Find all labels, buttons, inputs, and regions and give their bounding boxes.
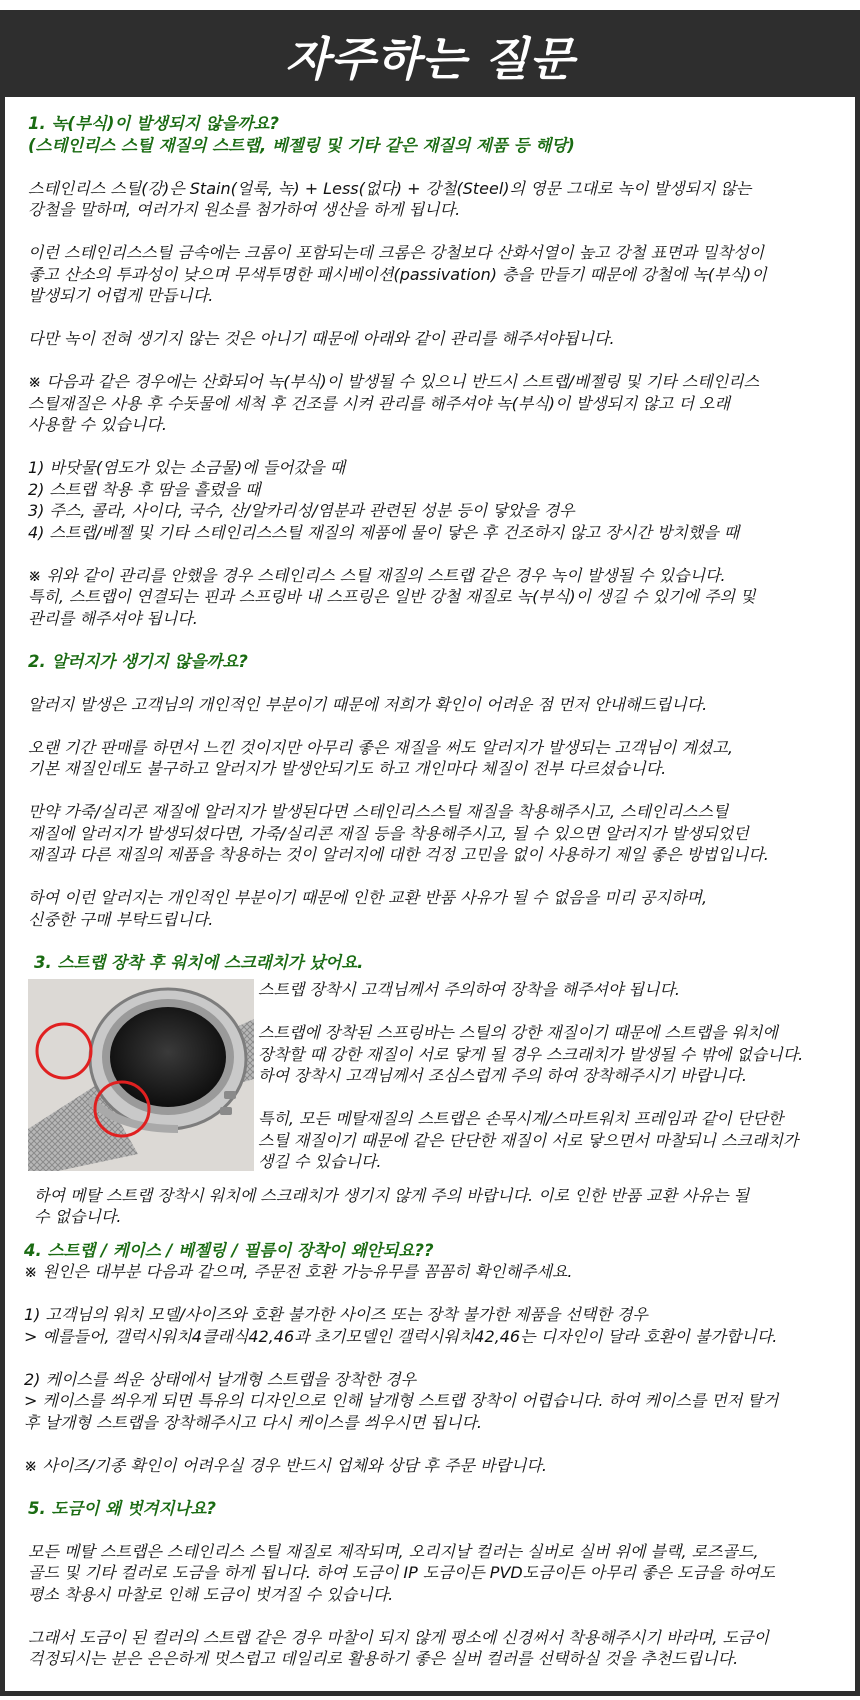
- q4-paragraph-3: 2) 케이스를 씌운 상태에서 날개형 스트랩을 장착한 경우 > 케이스를 씌우게 되면 특유의 디자인으로 인해 날개형 스트랩 장착이 어렵습니다. 하여 케이스를 먼저 탈거 후 날개형 스트랩을 장착해주시고 다시 케이스를 씌우시면 됩니다.: [24, 1369, 779, 1432]
- q4-paragraph-2: 1) 고객님의 워치 모델/사이즈와 호환 불가한 사이즈 또는 장착 불가한 제품을 선택한 경우 > 예를들어, 갤럭시워치4클래식42,46과 초기모델인 갤럭시워치42,46는 디자인이 달라 호환이 불가합니다.: [24, 1305, 778, 1346]
- q1-paragraph-1: 스테인리스 스틸(강)은 Stain(얼룩, 녹) + Less(없다) + 강철(Steel)의 영문 그대로 녹이 발생되지 않는 강철을 말하며, 여러가지 원소를 첨가하여 생산을 하게 됩니다.: [28, 178, 752, 219]
- q2-paragraph-2: 오랜 기간 판매를 하면서 느낀 것이지만 아무리 좋은 재질을 써도 알러지가 발생되는 고객님이 계셨고, 기본 재질인데도 불구하고 알러지가 발생안되기도 하고 개인마다 체질이 전부 다르셨습니다.: [28, 737, 733, 778]
- q1-paragraph-5: ※ 위와 같이 관리를 안했을 경우 스테인리스 스틸 재질의 스트랩 같은 경우 녹이 발생될 수 있습니다. 특히, 스트랩이 연결되는 핀과 스프링바 내 스프링은 일반 강철 재질로 녹(부식)이 생길 수 있기에 주의 및 관리를 해주셔야 됩니다.: [28, 565, 756, 628]
- page-title: 자주하는 질문: [285, 32, 575, 86]
- q1-paragraph-4: ※ 다음과 같은 경우에는 산화되어 녹(부식)이 발생될 수 있으니 반드시 스트랩/베젤링 및 기타 스테인리스 스틸재질은 사용 후 수돗물에 세척 후 건조를 시켜 관리를 해주셔야 녹(부식)이 발생되지 않고 더 오래 사용할 수 있습니다.: [28, 372, 760, 434]
- q5-paragraph-1: 모든 메탈 스트랩은 스테인리스 스틸 재질로 제작되며, 오리지날 컬러는 실버로 실버 위에 블랙, 로즈골드, 골드 및 기타 컬러로 도금을 하게 됩니다. 하여 도금이 IP 도금이든 PVD도금이든 아무리 좋은 도금을 하여도 평소 착용시 마찰로 인해 도금이 벗겨질 수 있습니다.: [28, 1541, 775, 1604]
- q2-paragraph-4: 하여 이런 알러지는 개인적인 부분이기 때문에 인한 교환 반품 사유가 될 수 없음을 미리 공지하며, 신중한 구매 부탁드립니다.: [28, 888, 708, 929]
- header-bar: [5, 15, 855, 97]
- q1-title-line1: 1. 녹(부식)이 발생되지 않을까요?: [28, 114, 279, 133]
- q3-paragraph-1: 스트랩 장착시 고객님께서 주의하여 장착을 해주셔야 됩니다.: [258, 980, 681, 999]
- q3-title: 3. 스트랩 장착 후 워치에 스크래치가 났어요.: [34, 952, 364, 972]
- q3-paragraph-4: 하여 메탈 스트랩 장착시 워치에 스크래치가 생기지 않게 주의 바랍니다. 이로 인한 반품 교환 사유는 될 수 없습니다.: [34, 1185, 750, 1226]
- q5-paragraph-2: 그래서 도금이 된 컬러의 스트랩 같은 경우 마찰이 되지 않게 평소에 신경써서 착용해주시기 바라며, 도금이 걱정되시는 분은 은은하게 멋스럽고 데일리로 활용하기 좋은 실버 컬러를 선택하실 것을 추천드립니다.: [28, 1627, 769, 1668]
- q2-paragraph-1: 알러지 발생은 고객님의 개인적인 부분이기 때문에 저희가 확인이 어려운 점 먼저 안내해드립니다.: [28, 694, 708, 714]
- q4-paragraph-4: ※ 사이즈/기종 확인이 어려우실 경우 반드시 업체와 상담 후 주문 바랍니다.: [24, 1455, 547, 1475]
- q3-paragraph-2: 스트랩에 장착된 스프링바는 스틸의 강한 재질이기 때문에 스트랩을 워치에 장착할 때 강한 재질이 서로 닿게 될 경우 스크래치가 발생될 수 밖에 없습니다. 하여 장착시 고객님께서 조심스럽게 주의 하여 장착해주시기 바랍니다.: [258, 1023, 804, 1085]
- q2-paragraph-3: 만약 가죽/실리콘 재질에 알러지가 발생된다면 스테인리스스틸 재질을 착용해주시고, 스테인리스스틸 재질에 알러지가 발생되셨다면, 가죽/실리콘 재질 등을 착용해주시고, 될 수 있으면 알러지가 발생되었던 재질과 다른 재질의 제품을 착용하는 것이 알러지에 대한 걱정 고민을 없이 사용하기 제일 좋은 방법입니다.: [28, 802, 769, 864]
- q4-title: 4. 스트랩 / 케이스 / 베젤링 / 필름이 장착이 왜안되요??: [24, 1240, 434, 1260]
- q5-title: 5. 도금이 왜 벗겨지나요?: [28, 1498, 217, 1518]
- q1-list: 1) 바닷물(염도가 있는 소금물)에 들어갔을 때 2) 스트랩 착용 후 땀을 흘렸을 때 3) 주스, 콜라, 사이다, 국수, 산/알카리성/염분과 관련된 성분 등이 닿았을 경우 4) 스트랩/베젤 및 기타 스테인리스스틸 재질의 제품에 물이 닿은 후 건조하지 않고 장시간 방치했을 때: [28, 458, 740, 542]
- q1-paragraph-3: 다만 녹이 전혀 생기지 않는 것은 아니기 때문에 아래와 같이 관리를 해주셔야됩니다.: [28, 329, 615, 348]
- q3-media-row: [28, 979, 843, 1173]
- watch-photo: [28, 979, 254, 1171]
- q4-paragraph-1: ※ 원인은 대부분 다음과 같으며, 주문전 호환 가능유무를 꼼꼼히 확인해주세요.: [24, 1262, 573, 1281]
- q3-paragraph-3: 특히, 모든 메탈재질의 스트랩은 손목시계/스마트워치 프레임과 같이 단단한 스틸 재질이기 때문에 같은 단단한 재질이 서로 닿으면서 마찰되니 스크래치가 생길 수 있습니다.: [258, 1109, 799, 1171]
- watch-illustration-icon: [28, 979, 254, 1171]
- faq-content: [24, 113, 843, 1670]
- q1-paragraph-2: 이런 스테인리스스틸 금속에는 크롬이 포함되는데 크롬은 강철보다 산화서열이 높고 강철 표면과 밀착성이 좋고 산소의 투과성이 낮으며 무색투명한 패시베이션(passivation) 층을 만들기 때문에 강철에 녹(부식)이 발생되기 어렵게 만듭니다.: [28, 243, 767, 305]
- q1-title-line2: (스테인리스 스틸 재질의 스트랩, 베젤링 및 기타 같은 재질의 제품 등 해당): [28, 135, 575, 155]
- faq-frame: [0, 10, 860, 1696]
- q2-title: 2. 알러지가 생기지 않을까요?: [28, 651, 248, 671]
- q3-text: [258, 979, 843, 1173]
